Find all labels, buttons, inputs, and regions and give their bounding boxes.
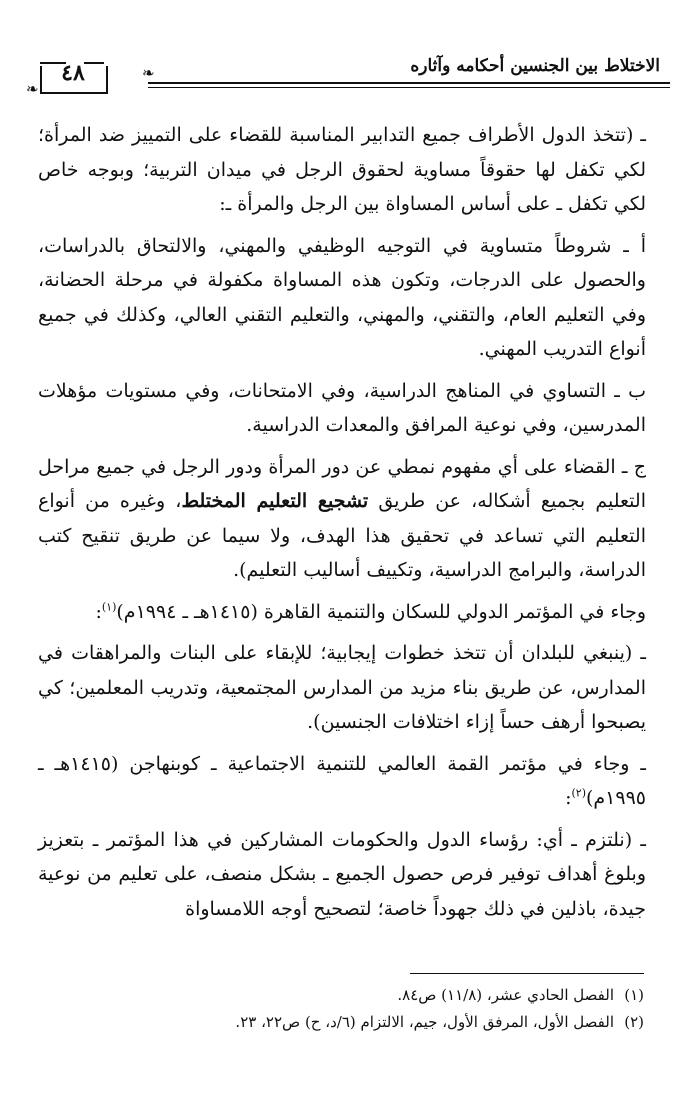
body-text	[38, 118, 646, 933]
paragraph-text: :	[565, 787, 572, 809]
paragraph	[38, 823, 646, 927]
footnote-number: (١)	[624, 986, 644, 1004]
header-rule-thick	[148, 82, 670, 84]
paragraph	[38, 747, 646, 816]
bold-text: تشجيع التعليم المختلط	[181, 490, 369, 512]
header-title: الاختلاط بين الجنسين أحكامه وآثاره	[410, 56, 660, 76]
paragraph-text: وجاء في المؤتمر الدولي للسكان والتنمية القاهرة (١٤١٥هـ ـ ١٩٩٤م)	[116, 600, 646, 623]
paragraph	[38, 450, 646, 588]
header-rule-thin	[148, 87, 670, 88]
paragraph	[38, 636, 646, 740]
paragraph	[38, 374, 646, 443]
paragraph	[38, 595, 646, 630]
footnote	[40, 982, 644, 1009]
footnotes	[40, 982, 644, 1036]
paragraph-text: ب ـ التساوي في المناهج الدراسية، وفي الامتحانات، وفي مستويات مؤهلات المدرسين، وفي نوعية المرافق والمعدات الدراسية.	[38, 379, 646, 436]
paragraph-text: :	[95, 600, 102, 623]
ornament-icon: ❧	[142, 64, 155, 82]
ornament-icon: ❧	[26, 80, 39, 98]
page-number-box	[34, 50, 108, 90]
running-header	[14, 50, 670, 96]
page-number: ٤٨	[61, 60, 85, 86]
paragraph-text: ـ وجاء في مؤتمر القمة العالمي للتنمية الاجتماعية ـ كوبنهاجن (١٤١٥هـ ـ ١٩٩٥م)	[38, 752, 646, 809]
paragraph-text: ج ـ القضاء على أي مفهوم نمطي عن دور المرأة ودور الرجل في جميع مراحل التعليم بجميع أشكاله، عن طريق	[38, 455, 646, 512]
paragraph-text: ـ (تتخذ الدول الأطراف جميع التدابير المناسبة للقضاء على التمييز ضد المرأة؛ لكي تكفل لها حقوقاً مساوية لحقوق الرجل في ميدان التربية؛ وبوجه خاص لكي تكفل ـ على أساس المساواة بين الرجل والمرأة ـ:	[38, 124, 646, 215]
paragraph-text: أ ـ شروطاً متساوية في التوجيه الوظيفي والمهني، والالتحاق بالدراسات، والحصول على الدرجات، وتكون هذه المساواة مكفولة في مرحلة الحضانة، وفي التعليم العام، والتقني، والمهني، والتعليم التقني العالي، وكذلك في جميع أنواع التدريب المهني.	[38, 234, 646, 360]
footnote-text: الفصل الأول، المرفق الأول، جيم، الالتزام (٦/د، ح) ص٢٢، ٢٣.	[235, 1013, 614, 1031]
footnote-text: الفصل الحادي عشر، (١١/٨) ص٨٤.	[397, 986, 614, 1004]
paragraph-text: ، وغيره من أنواع التعليم التي تساعد في تحقيق هذا الهدف، ولا سيما عن طريق تنقيح كتب الدراسة، والبرامج الدراسية، وتكييف أساليب التعليم).	[38, 490, 646, 581]
footnote-number: (٢)	[624, 1013, 644, 1031]
paragraph-text: ـ (نلتزم ـ أي: رؤساء الدول والحكومات المشاركين في هذا المؤتمر ـ بتعزيز وبلوغ أهداف توفير فرص حصول الجميع ـ بشكل منصف، على تعليم من نوعية جيدة، باذلين في ذلك جهوداً خاصة؛ لتصحيح أوجه اللامساواة	[38, 828, 646, 920]
footnote-ref: (٢)	[571, 786, 586, 800]
footnote-ref: (١)	[101, 600, 117, 614]
paragraph	[38, 229, 646, 367]
paragraph	[38, 118, 646, 222]
footnote	[40, 1009, 644, 1036]
footnote-separator	[410, 973, 644, 974]
paragraph-text: ـ (ينبغي للبلدان أن تتخذ خطوات إيجابية؛ للإبقاء على البنات والمراهقات في المدارس، عن طريق بناء مزيد من المدارس المجتمعية، وتدريب المعلمين؛ كي يصبحوا أرهف حساً إزاء اختلافات الجنسين).	[38, 642, 646, 733]
